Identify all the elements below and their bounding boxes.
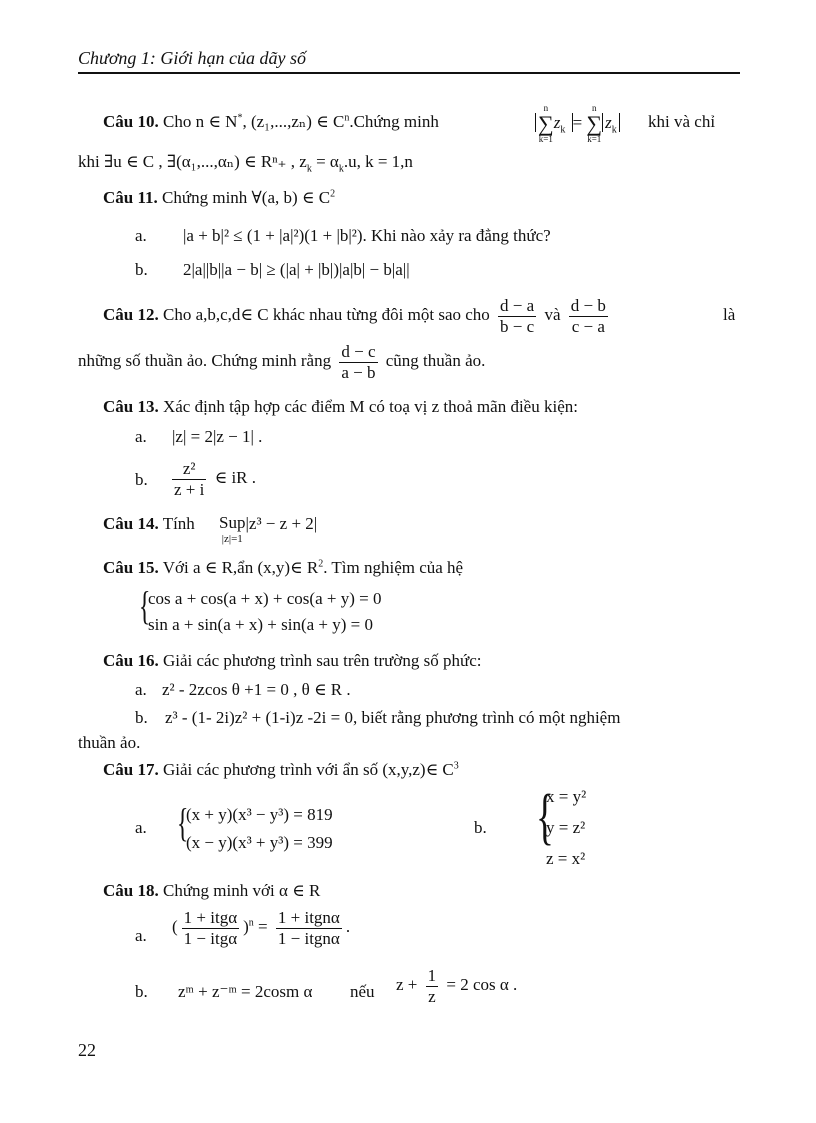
q17-a-eq1: (x + y)(x³ − y³) = 819 xyxy=(186,805,333,824)
q10-line1 xyxy=(103,112,439,132)
q15-text-b: ,ẩn (x,y)∈ R xyxy=(232,558,319,577)
q16-label: Câu 16. xyxy=(103,651,159,670)
q11-a-label: a. xyxy=(135,226,147,245)
q11-b-label: b. xyxy=(135,260,148,279)
q10-line2-end: .u, k = 1,n xyxy=(343,152,413,171)
q13-a-math: |z| = 2|z − 1| . xyxy=(172,427,263,446)
q10-lhs-term: z xyxy=(553,112,561,132)
sigma-icon: ∑ xyxy=(538,111,554,136)
q18-b-f-num: 1 xyxy=(427,966,437,985)
q18-b-math: zᵐ + z⁻ᵐ = 2cosm α xyxy=(178,982,313,1001)
q10-cond-a: n ∈ N xyxy=(195,112,238,131)
q10-text-c: khi và chỉ xyxy=(648,112,716,131)
q14-label: Câu 14. xyxy=(103,514,159,533)
q17-a-label: a. xyxy=(135,818,147,837)
q12-fraction-3 xyxy=(339,342,377,382)
q11-text: Chứng minh xyxy=(162,188,248,207)
q18-a-period: . xyxy=(345,916,351,936)
sigma-icon: ∑ xyxy=(586,111,603,136)
q18-a-f2-num: 1 + itgnα xyxy=(277,908,340,927)
q14-math: |z³ − z + 2| xyxy=(245,514,318,533)
q13-b-tail: ∈ iR . xyxy=(214,467,257,487)
q14-operator xyxy=(219,514,245,545)
q18-b-fraction xyxy=(426,966,439,1006)
q17-line xyxy=(103,760,459,780)
q10-rhs-sub: k xyxy=(611,124,617,136)
q11-b-math: 2|a||b||a − b| ≥ (|a| + |b|)|a|b| − b|a|| xyxy=(183,260,410,279)
q18-math: α ∈ R xyxy=(278,881,321,900)
q12-text-b: và xyxy=(544,304,561,324)
q18-b-f-den: z xyxy=(428,986,436,1006)
q16-text: Giải các phương trình sau trên trường số phức: xyxy=(162,651,482,670)
q18-a-pow: n xyxy=(248,917,254,929)
q17-text-sup: 3 xyxy=(453,760,459,772)
q12-line1 xyxy=(103,296,612,336)
q10-lhs-sum xyxy=(538,104,554,144)
q12-text-c: là xyxy=(723,305,736,324)
q11-a-line xyxy=(183,226,551,246)
q15-text-a: Với xyxy=(162,558,189,577)
q10-rhs-sum xyxy=(586,104,602,144)
q11-a-math: |a + b|² ≤ (1 + |a|²)(1 + |b|²) xyxy=(183,226,363,245)
q16-a-math: z² - 2zcos θ +1 = 0 , θ ∈ R . xyxy=(162,680,351,699)
q10-line2-tail: = α xyxy=(311,152,339,171)
q14-text: Tính xyxy=(162,514,195,533)
q18-b-label: b. xyxy=(135,982,148,1001)
q10-lhs-abs xyxy=(535,103,573,144)
q10-rhs-abs xyxy=(602,112,620,136)
q12-line2-b: cũng thuần ảo. xyxy=(385,350,486,370)
q18-a-label: a. xyxy=(135,926,147,945)
q10-label: Câu 10. xyxy=(103,112,159,131)
q12-f1-den: b − c xyxy=(500,316,535,336)
q18-b-post: = 2 cos α . xyxy=(446,974,518,994)
q13-b-fraction xyxy=(172,459,206,499)
q18-a-f1-den: 1 − itgα xyxy=(183,928,238,948)
q18-a-open-paren: ( xyxy=(172,916,178,936)
q12-fraction-1 xyxy=(498,296,536,336)
q10-line2-tail-sub: k xyxy=(338,163,344,175)
q12-f2-num: d − b xyxy=(570,296,606,315)
q13-b-label: b. xyxy=(135,470,148,489)
q15-math-a: a ∈ R xyxy=(192,558,233,577)
q15-eq1: cos a + cos(a + x) + cos(a + y) = 0 xyxy=(148,589,382,608)
q17-b-eq2: y = z² xyxy=(546,818,586,837)
q18-a-f2-den: 1 − itgnα xyxy=(277,928,340,948)
q15-system-brace: { xyxy=(138,583,151,628)
header-rule xyxy=(78,72,740,74)
q10-line2-text: khi xyxy=(78,152,100,171)
q11-math-sup: 2 xyxy=(330,188,336,200)
q10-rhs-sum-bottom: k=1 xyxy=(587,134,602,144)
q13-b-line xyxy=(168,459,256,499)
q18-a-fraction-2 xyxy=(276,908,342,948)
q18-a-equals: = xyxy=(258,916,268,936)
q16-b-cont: thuần ảo. xyxy=(78,733,141,752)
q11-label: Câu 11. xyxy=(103,188,158,207)
q13-text: Xác định tập hợp các điểm M có toạ vị z thoả mãn điều kiện: xyxy=(162,397,578,416)
page-number: 22 xyxy=(78,1040,96,1060)
q15-eq2: sin a + sin(a + x) + sin(a + y) = 0 xyxy=(148,615,373,634)
q14-op: Sup xyxy=(219,513,246,532)
q15-text-c: . Tìm nghiệm của hệ xyxy=(323,558,464,577)
q10-cond-b-sup: n xyxy=(344,112,350,124)
q18-line xyxy=(103,881,320,901)
q15-label: Câu 15. xyxy=(103,558,159,577)
q18-a-line xyxy=(172,908,350,948)
q12-label: Câu 12. xyxy=(103,304,159,324)
q12-f3-den: a − b xyxy=(341,362,376,382)
q17-label: Câu 17. xyxy=(103,760,159,779)
q17-text: Giải các phương trình với ẩn số (x,y,z)∈ C xyxy=(162,760,454,779)
q14-op-sub: |z|=1 xyxy=(221,532,243,545)
q11-math: ∀(a, b) ∈ C xyxy=(251,188,331,207)
q10-line2-sub: k xyxy=(306,163,312,175)
q16-b-math: z³ - (1- 2i)z² + (1-i)z -2i = 0, biết rằng phương trình có một nghiệm xyxy=(165,708,621,727)
q16-a-label: a. xyxy=(135,680,147,699)
q16-line xyxy=(103,651,481,671)
q10-lhs-sum-top: n xyxy=(543,103,549,113)
q17-b-eq1: x = y² xyxy=(546,787,587,806)
q10-cond-a-sup: * xyxy=(237,112,243,124)
q18-label: Câu 18. xyxy=(103,881,159,900)
q18-a-fraction-1 xyxy=(182,908,239,948)
q18-a-f1-num: 1 + itgα xyxy=(183,908,238,927)
q13-b-den: z + i xyxy=(174,479,205,499)
running-header: Chương 1: Giới hạn của dãy số xyxy=(78,48,307,68)
q17-a-brace: { xyxy=(176,800,189,845)
q10-lhs-sub: k xyxy=(560,124,566,136)
q10-equals: = xyxy=(572,112,583,132)
q13-a-label: a. xyxy=(135,427,147,446)
q12-f2-den: c − a xyxy=(571,316,605,336)
q18-text: Chứng minh với xyxy=(162,881,275,900)
q17-b-brace: { xyxy=(535,783,554,851)
q18-a-close-paren: ) xyxy=(243,916,249,936)
q15-line xyxy=(103,558,463,578)
q10-lhs-sum-bottom: k=1 xyxy=(538,134,553,144)
q12-f1-num: d − a xyxy=(500,296,535,315)
q13-line xyxy=(103,397,578,417)
q16-b-label: b. xyxy=(135,708,148,727)
q12-line2-a: những số thuần ảo. Chứng minh rằng xyxy=(78,350,332,370)
q12-line2 xyxy=(78,342,485,382)
q12-fraction-2 xyxy=(569,296,608,336)
q14-line xyxy=(103,514,317,545)
q10-rhs-sum-top: n xyxy=(592,103,597,113)
q10-cond-b: , (z₁,...,zₙ) ∈ C xyxy=(242,112,345,131)
q18-b-text: nếu xyxy=(350,982,375,1001)
q17-b-eq3: z = x² xyxy=(546,849,586,868)
q12-text-a: Cho a,b,c,d∈ C khác nhau từng đôi một sao cho xyxy=(162,304,490,324)
q13-label: Câu 13. xyxy=(103,397,159,416)
q18-b-condition xyxy=(396,966,517,1006)
q10-text-b: .Chứng minh xyxy=(349,112,439,131)
q10-line2-math: ∃u ∈ C , ∃(α₁,...,αₙ) ∈ Rⁿ₊ , z xyxy=(103,152,307,171)
q15-math-sup: 2 xyxy=(318,558,324,570)
q17-b-label: b. xyxy=(474,818,487,837)
q18-b-pre: z + xyxy=(396,974,418,994)
q12-f3-num: d − c xyxy=(341,342,376,361)
q17-a-eq2: (x − y)(x³ + y³) = 399 xyxy=(186,833,333,852)
q11-a-text: . Khi nào xảy ra đẳng thức? xyxy=(362,226,551,245)
q10-text-a: Cho xyxy=(162,112,192,131)
q10-line2 xyxy=(78,152,413,175)
q11-line xyxy=(103,188,335,208)
q13-b-num: z² xyxy=(172,459,206,480)
q10-rhs-term: z xyxy=(605,112,612,132)
q10-identity xyxy=(535,104,620,144)
